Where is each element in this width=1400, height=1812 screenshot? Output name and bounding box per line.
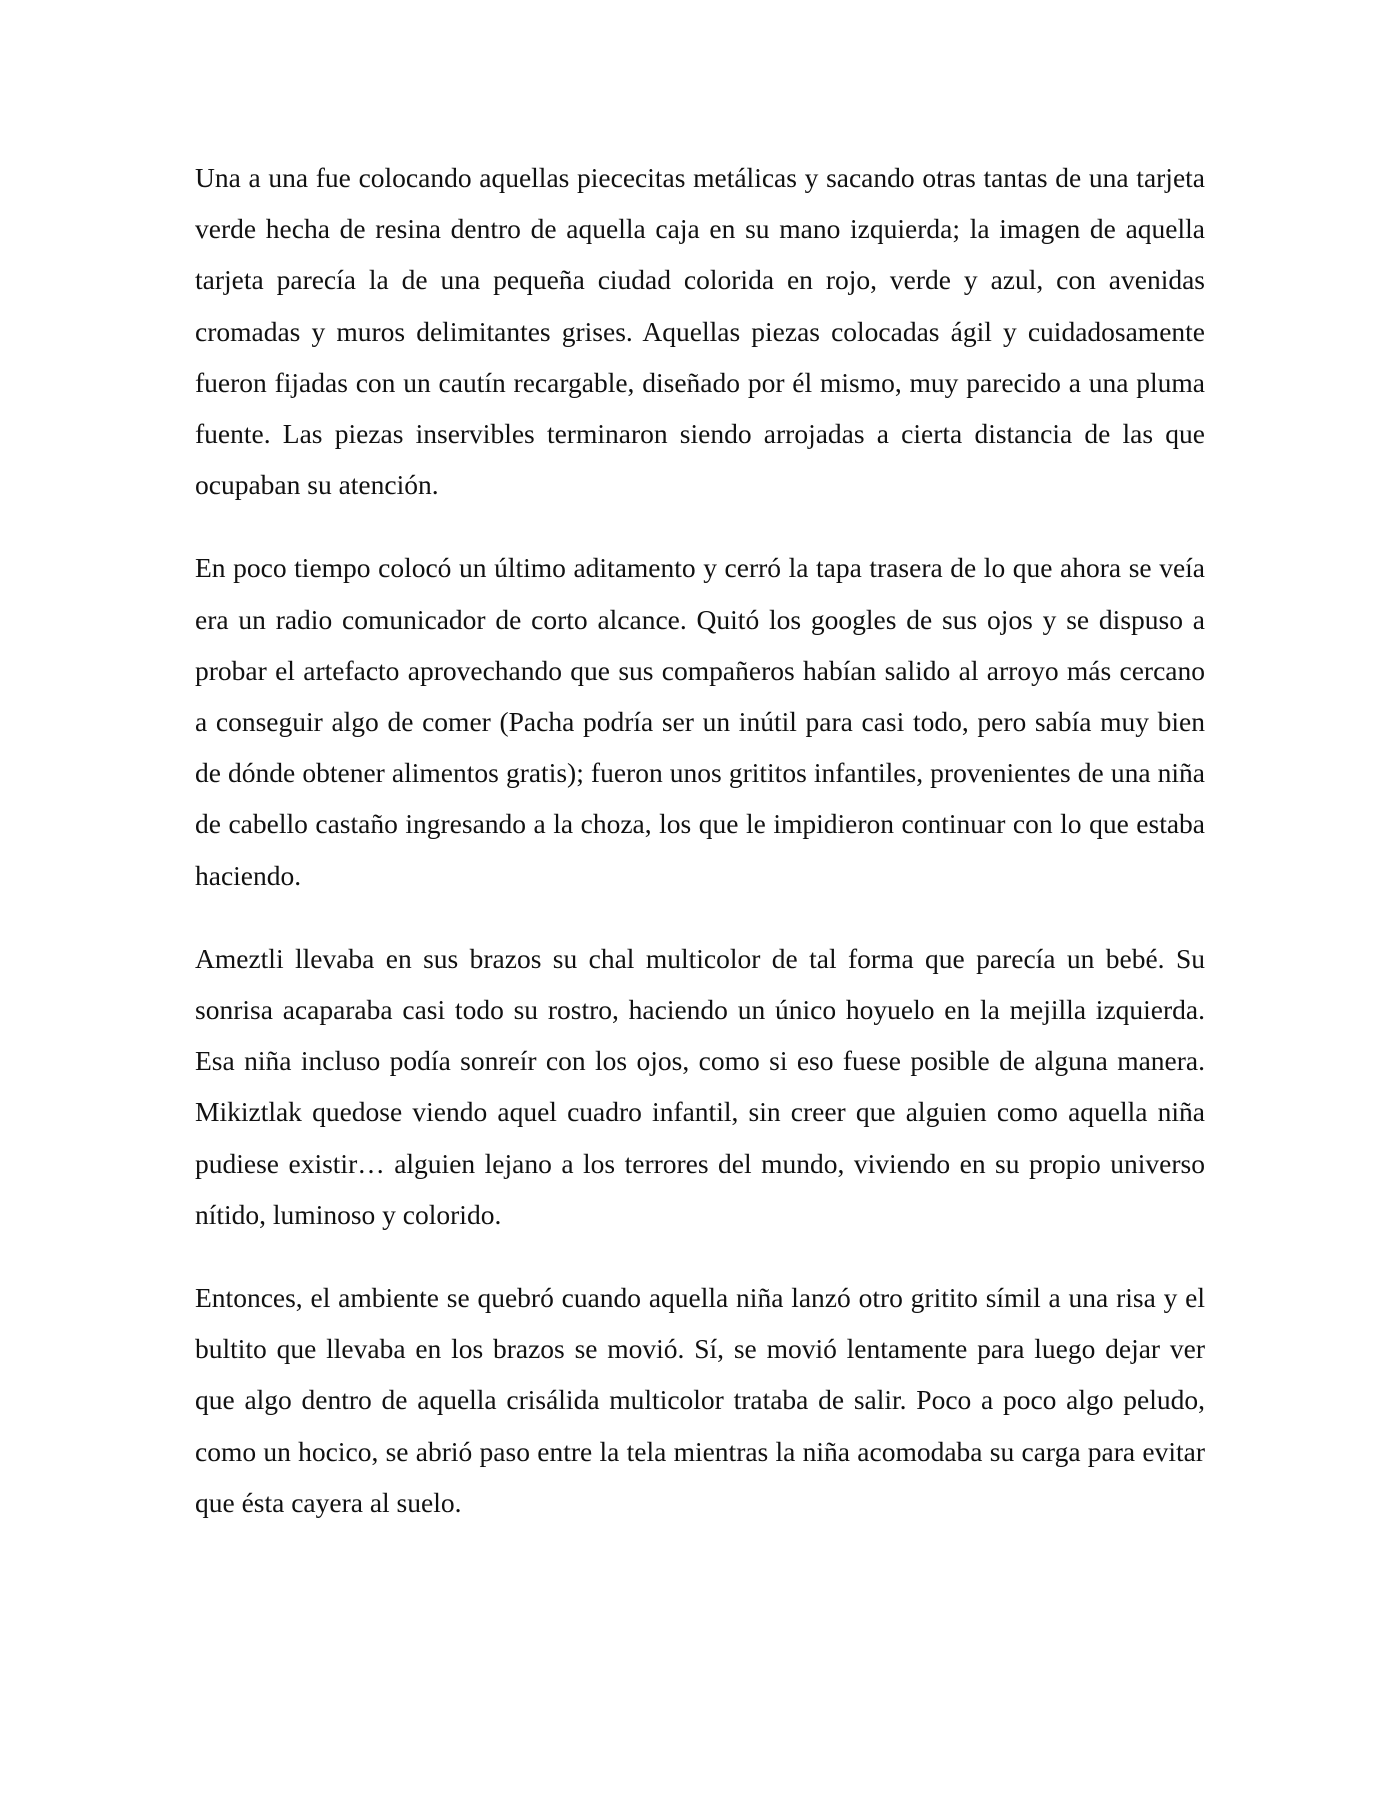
paragraph-2: En poco tiempo colocó un último aditamento y cerró la tapa trasera de lo que ahora se veía era un radio comunicador de corto alcance. Quitó los googles de sus ojos y se dispuso a probar el artefacto aprovechando que sus compañeros habían salido al arroyo más cercano a conseguir algo de comer (Pacha podría ser un inútil para casi todo, pero sabía muy bien de dónde obtener alimentos gratis); fueron unos grititos infantiles, provenientes de una niña de cabello castaño ingresando a la choza, los que le impidieron continuar con lo que estaba haciendo.: [195, 552, 1205, 891]
paragraph-1: Una a una fue colocando aquellas piececitas metálicas y sacando otras tantas de una tarjeta verde hecha de resina dentro de aquella caja en su mano izquierda; la imagen de aquella tarjeta parecía la de una pequeña ciudad colorida en rojo, verde y azul, con avenidas cromadas y muros delimitantes grises. Aquellas piezas colocadas ágil y cuidadosamente fueron fijadas con un cautín recargable, diseñado por él mismo, muy parecido a una pluma fuente. Las piezas inservibles terminaron siendo arrojadas a cierta distancia de las que ocupaban su atención.: [195, 162, 1205, 501]
paragraph-3: Ameztli llevaba en sus brazos su chal multicolor de tal forma que parecía un bebé. Su sonrisa acaparaba casi todo su rostro, haciendo un único hoyuelo en la mejilla izquierda. Esa niña incluso podía sonreír con los ojos, como si eso fuese posible de alguna manera. Mikiztlak quedose viendo aquel cuadro infantil, sin creer que alguien como aquella niña pudiese existir… alguien lejano a los terrores del mundo, viviendo en su propio universo nítido, luminoso y colorido.: [195, 942, 1205, 1230]
document-body: [195, 152, 1205, 1560]
paragraph-4: Entonces, el ambiente se quebró cuando aquella niña lanzó otro gritito símil a una risa y el bultito que llevaba en los brazos se movió. Sí, se movió lentamente para luego dejar ver que algo dentro de aquella crisálida multicolor trataba de salir. Poco a poco algo peludo, como un hocico, se abrió paso entre la tela mientras la niña acomodaba su carga para evitar que ésta cayera al suelo.: [195, 1282, 1205, 1518]
